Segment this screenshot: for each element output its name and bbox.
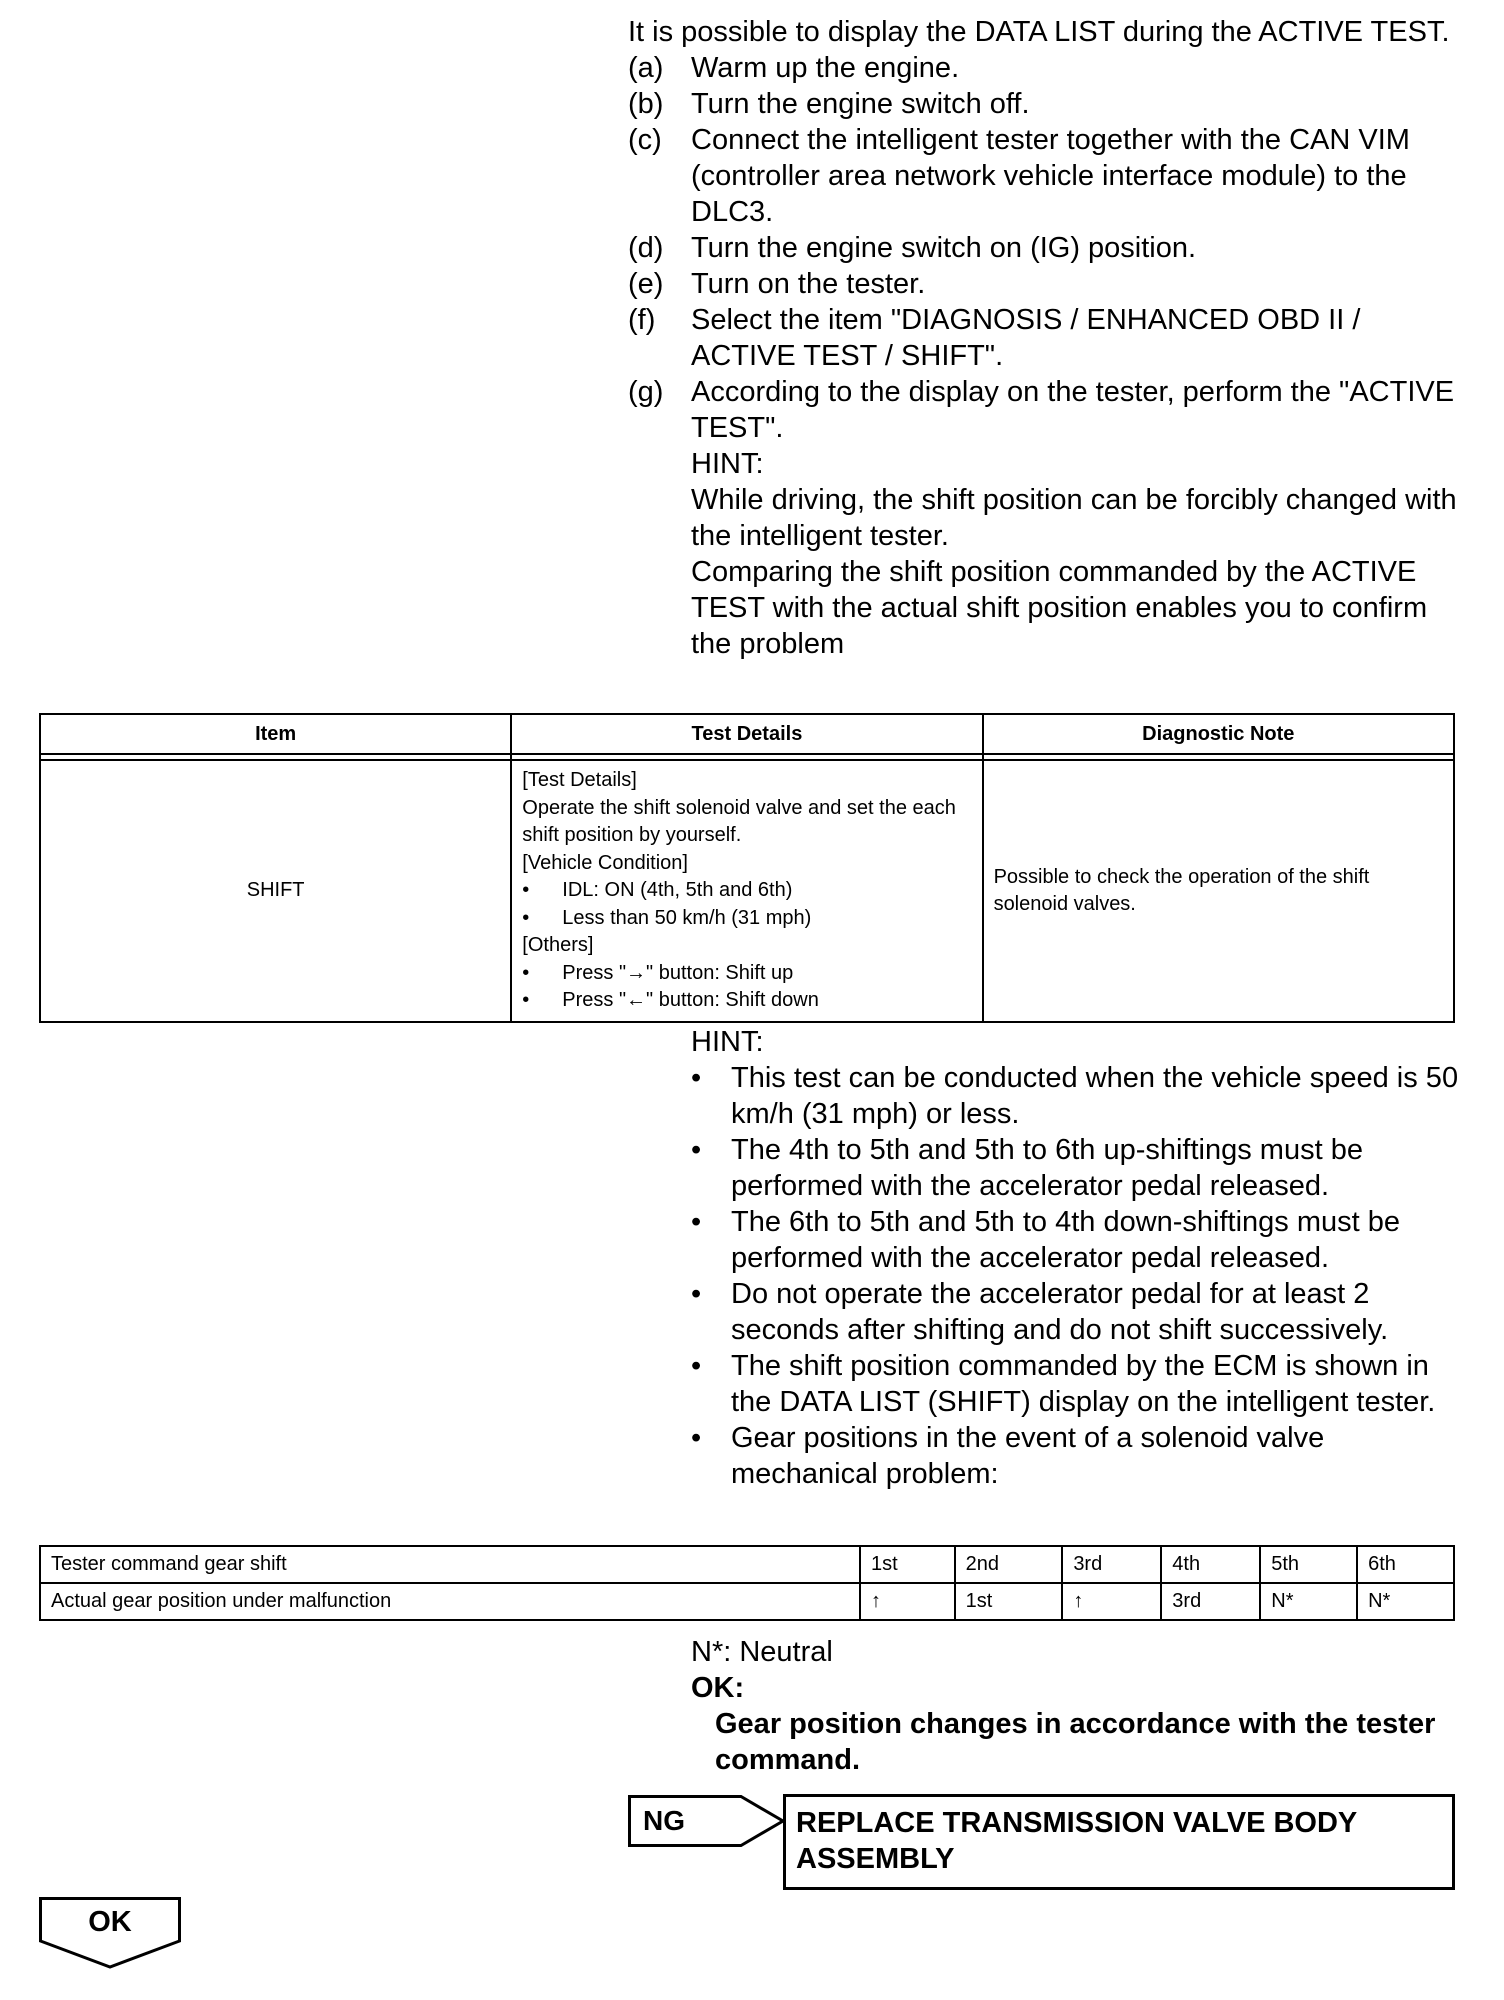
hint-label: HINT:: [691, 1026, 764, 1058]
table-header-row: [40, 714, 1454, 754]
hint-bullet: [691, 1420, 1461, 1492]
bullet-icon: •: [522, 906, 530, 929]
details-line: [Vehicle Condition]: [522, 851, 688, 874]
step-item: [628, 266, 1458, 302]
hint-bullet: [691, 1204, 1461, 1276]
hint-bullet-text: This test can be conducted when the vehicle speed is 50 km/h (31 mph) or less.: [731, 1062, 1459, 1130]
bullet-icon: •: [691, 1062, 702, 1094]
step-letter: (d): [628, 232, 664, 264]
step-text: Turn the engine switch off.: [691, 88, 1030, 120]
bullet-icon: •: [522, 961, 530, 984]
step-text: Turn on the tester.: [691, 268, 926, 300]
active-test-table: [39, 713, 1455, 1023]
gear-cell: ↑: [1062, 1583, 1161, 1620]
ok-flow-label: OK: [88, 1906, 132, 1938]
step-letter: (g): [628, 376, 664, 408]
step-text: [691, 374, 1458, 662]
step-letter: (a): [628, 52, 664, 84]
step-letter: (e): [628, 268, 664, 300]
step-text: Connect the intelligent tester together with the CAN VIM (controller area network vehicle interface module) to the DLC3.: [691, 124, 1410, 228]
hint-bullet: [691, 1276, 1461, 1348]
hint-bullet-text: Do not operate the accelerator pedal for at least 2 seconds after shifting and do not shift successively.: [731, 1278, 1389, 1346]
step-text: Turn the engine switch on (IG) position.: [691, 232, 1197, 264]
hint-bullet-text: The 4th to 5th and 5th to 6th up-shiftings must be performed with the accelerator pedal released.: [731, 1134, 1363, 1202]
step-letter: (b): [628, 88, 664, 120]
gear-cell: 3rd: [1161, 1583, 1260, 1620]
step-item: [628, 86, 1458, 122]
hint-bullet: [691, 1348, 1461, 1420]
gear-cell: N*: [1260, 1583, 1357, 1620]
step-letter: (f): [628, 304, 656, 336]
table-row: [40, 1546, 1454, 1583]
bullet-icon: •: [691, 1278, 702, 1310]
gear-cell: ↑: [860, 1583, 955, 1620]
details-bullet: [522, 987, 971, 1015]
ng-label: NG: [628, 1795, 697, 1847]
step-item: [628, 302, 1458, 374]
gear-cell: 6th: [1357, 1546, 1454, 1583]
gear-cell: 2nd: [955, 1546, 1063, 1583]
diagnostic-note-cell: Possible to check the operation of the shift solenoid valves.: [983, 760, 1454, 1022]
bullet-icon: •: [522, 879, 530, 901]
details-line: Operate the shift solenoid valve and set the each shift position by yourself.: [522, 796, 956, 846]
bullet-icon: •: [691, 1350, 702, 1382]
gear-position-table: [39, 1545, 1455, 1621]
bullet-icon: •: [522, 989, 530, 1011]
step-item: [628, 374, 1458, 662]
step-item: [628, 122, 1458, 230]
details-bullet-text: Less than 50 km/h (31 mph): [562, 906, 812, 929]
result-section: [691, 1634, 1451, 1778]
gear-cell: 3rd: [1062, 1546, 1161, 1583]
ok-criteria: Gear position changes in accordance with the tester command.: [715, 1708, 1436, 1776]
header-item: Item: [40, 714, 511, 754]
bullet-icon: •: [691, 1134, 702, 1166]
header-test-details: Test Details: [511, 714, 982, 754]
gear-cell: 4th: [1161, 1546, 1260, 1583]
procedure-section: [628, 14, 1458, 662]
hint-bullet-text: Gear positions in the event of a solenoid valve mechanical problem:: [731, 1422, 1325, 1490]
details-line: [Test Details]: [522, 769, 637, 791]
step-text-main: According to the display on the tester, perform the "ACTIVE TEST".: [691, 376, 1455, 444]
hint-section: [691, 1024, 1461, 1492]
ok-label: OK:: [691, 1672, 745, 1704]
item-cell: SHIFT: [40, 760, 511, 1022]
details-line: [Others]: [522, 934, 594, 956]
hint-line: While driving, the shift position can be forcibly changed with the intelligent tester.: [691, 484, 1457, 552]
ng-arrow-icon: [695, 1795, 787, 1847]
row-label: Tester command gear shift: [40, 1546, 860, 1583]
step-text: Select the item "DIAGNOSIS / ENHANCED OBD II / ACTIVE TEST / SHIFT".: [691, 304, 1361, 372]
test-details-cell: [511, 760, 982, 1022]
details-bullet-text: Press "←" button: Shift down: [562, 989, 819, 1011]
row-label: Actual gear position under malfunction: [40, 1583, 860, 1620]
step-item: [628, 230, 1458, 266]
step-text: Warm up the engine.: [691, 52, 960, 84]
hint-bullet: [691, 1060, 1461, 1132]
bullet-icon: •: [691, 1206, 702, 1238]
gear-cell: 1st: [860, 1546, 955, 1583]
table-row: [40, 760, 1454, 1022]
hint-bullet-text: The shift position commanded by the ECM is shown in the DATA LIST (SHIFT) display on the intelligent tester.: [731, 1350, 1436, 1418]
hint-label: HINT:: [691, 448, 764, 480]
details-bullet-text: Press "→" button: Shift up: [562, 961, 794, 984]
details-bullet: [522, 960, 971, 988]
details-bullet: [522, 905, 971, 933]
intro-lead: It is possible to display the DATA LIST during the ACTIVE TEST.: [628, 16, 1450, 48]
step-item: [628, 50, 1458, 86]
bullet-icon: •: [691, 1422, 702, 1454]
gear-cell: N*: [1357, 1583, 1454, 1620]
details-bullet-text: IDL: ON (4th, 5th and 6th): [562, 879, 793, 901]
neutral-note: N*: Neutral: [691, 1636, 833, 1668]
details-bullet: [522, 877, 971, 905]
table-row: [40, 1583, 1454, 1620]
step-letter: (c): [628, 124, 662, 156]
replace-action-box: REPLACE TRANSMISSION VALVE BODY ASSEMBLY: [783, 1794, 1455, 1890]
header-diagnostic-note: Diagnostic Note: [983, 714, 1454, 754]
hint-bullet-text: The 6th to 5th and 5th to 4th down-shiftings must be performed with the accelerator pedal released.: [731, 1206, 1401, 1274]
gear-cell: 5th: [1260, 1546, 1357, 1583]
step-list: [628, 50, 1458, 662]
hint-line: Comparing the shift position commanded by the ACTIVE TEST with the actual shift position enables you to confirm the problem: [691, 556, 1428, 660]
gear-cell: 1st: [955, 1583, 1063, 1620]
hint-bullet: [691, 1132, 1461, 1204]
